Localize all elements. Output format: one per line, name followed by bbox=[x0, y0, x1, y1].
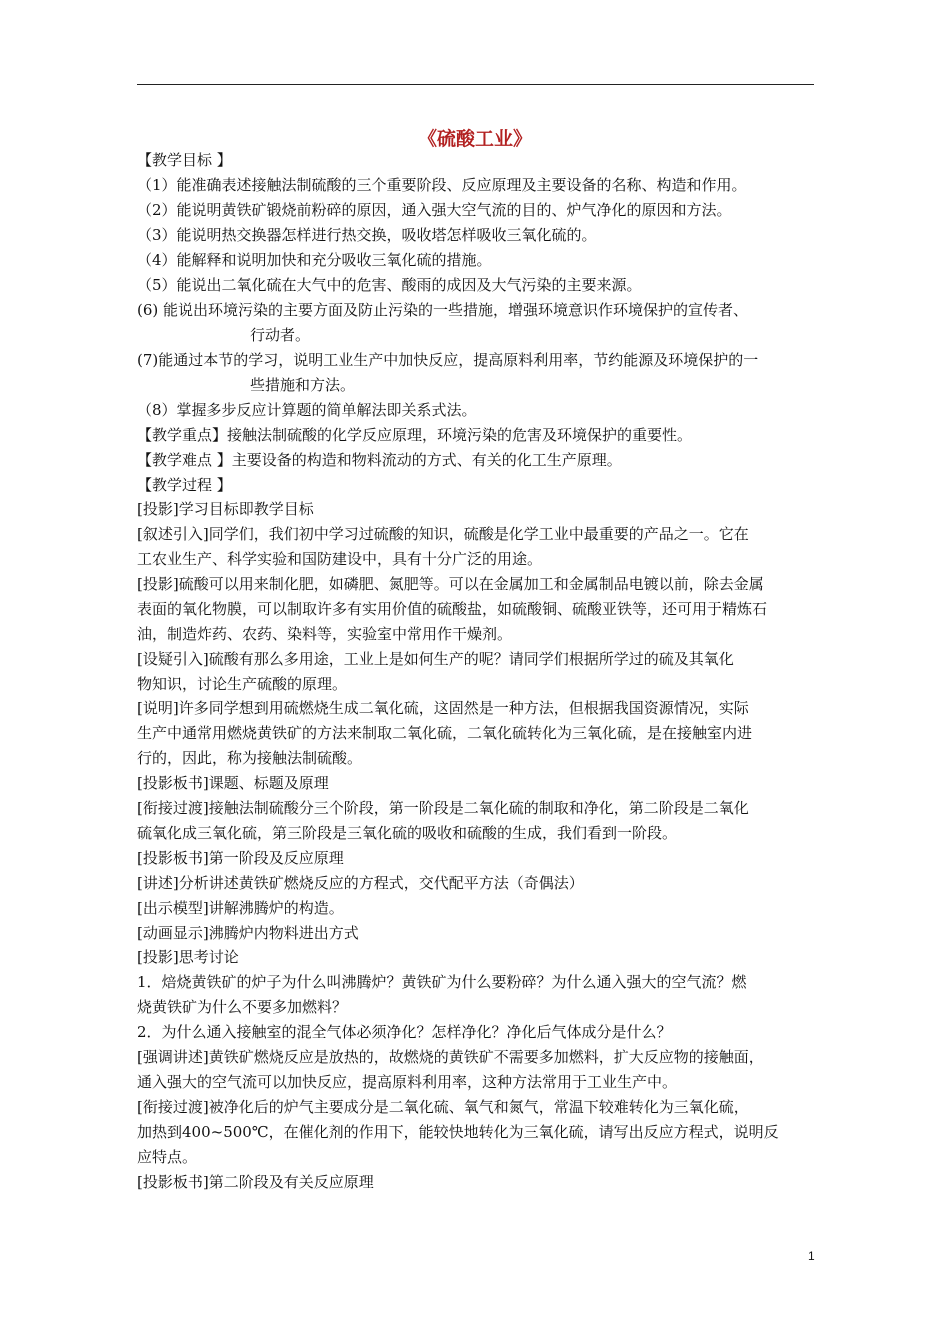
text-line: [出示模型]讲解沸腾炉的构造。 bbox=[137, 899, 344, 917]
text-line: 烧黄铁矿为什么不要多加燃料？ bbox=[137, 998, 348, 1016]
text-line: 油，制造炸药、农药、染料等，实验室中常用作干燥剂。 bbox=[137, 625, 513, 643]
text-line: [衔接过渡]被净化后的炉气主要成分是二氧化硫、氧气和氮气，常温下较难转化为三氧化硫， bbox=[137, 1098, 749, 1116]
text-line: 【教学目标 】 bbox=[137, 151, 232, 169]
text-line: （4）能解释和说明加快和充分吸收三氧化硫的措施。 bbox=[137, 251, 492, 269]
document-title: 《硫酸工业》 bbox=[417, 128, 532, 150]
text-line: [强调讲述]黄铁矿燃烧反应是放热的，故燃烧的黄铁矿不需要多加燃料，扩大反应物的接触面， bbox=[137, 1048, 764, 1066]
header-rule bbox=[137, 84, 814, 85]
text-line: （1）能准确表述接触法制硫酸的三个重要阶段、反应原理及主要设备的名称、构造和作用。 bbox=[137, 176, 747, 194]
text-line: 【教学重点】接触法制硫酸的化学反应原理，环境污染的危害及环境保护的重要性。 bbox=[137, 426, 693, 444]
text-line: [投影板书]第二阶段及有关反应原理 bbox=[137, 1173, 374, 1191]
text-line: 生产中通常用燃烧黄铁矿的方法来制取二氧化硫，二氧化硫转化为三氧化硫，是在接触室内进 bbox=[137, 724, 753, 742]
text-line: 【教学过程 】 bbox=[137, 476, 232, 494]
text-line: 表面的氧化物膜，可以制取许多有实用价值的硫酸盐，如硫酸铜、硫酸亚铁等，还可用于精炼石 bbox=[137, 600, 768, 618]
text-line: （2）能说明黄铁矿锻烧前粉碎的原因，通入强大空气流的目的、炉气净化的原因和方法。 bbox=[137, 201, 732, 219]
text-line: 行动者。 bbox=[250, 326, 311, 344]
text-line: 1．焙烧黄铁矿的炉子为什么叫沸腾炉？黄铁矿为什么要粉碎？为什么通入强大的空气流？燃 bbox=[137, 973, 747, 991]
text-line: [投影板书]第一阶段及反应原理 bbox=[137, 849, 344, 867]
text-line: 工农业生产、科学实验和国防建设中，具有十分广泛的用途。 bbox=[137, 550, 543, 568]
text-line: [叙述引入]同学们，我们初中学习过硫酸的知识，硫酸是化学工业中最重要的产品之一。它在 bbox=[137, 525, 749, 543]
text-line: （5）能说出二氧化硫在大气中的危害、酸雨的成因及大气污染的主要来源。 bbox=[137, 276, 642, 294]
text-line: 应特点。 bbox=[137, 1148, 198, 1166]
text-line: 通入强大的空气流可以加快反应，提高原料利用率，这种方法常用于工业生产中。 bbox=[137, 1073, 678, 1091]
text-line: [投影]硫酸可以用来制化肥，如磷肥、氮肥等。可以在金属加工和金属制品电镀以前，除去金属 bbox=[137, 575, 764, 593]
text-line: (7)能通过本节的学习，说明工业生产中加快反应，提高原料利用率，节约能源及环境保护的一 bbox=[137, 351, 759, 369]
text-line: 加热到400~500℃，在催化剂的作用下，能较快地转化为三氧化硫，请写出反应方程式，说明反 bbox=[137, 1123, 779, 1141]
text-line: （3）能说明热交换器怎样进行热交换，吸收塔怎样吸收三氧化硫的。 bbox=[137, 226, 597, 244]
text-line: 行的，因此，称为接触法制硫酸。 bbox=[137, 749, 363, 767]
text-line: 【教学难点 】主要设备的构造和物料流动的方式、有关的化工生产原理。 bbox=[137, 451, 622, 469]
text-line: [说明]许多同学想到用硫燃烧生成二氧化硫，这固然是一种方法，但根据我国资源情况，实际 bbox=[137, 699, 749, 717]
text-line: 硫氧化成三氧化硫，第三阶段是三氧化硫的吸收和硫酸的生成，我们看到一阶段。 bbox=[137, 824, 678, 842]
text-line: [动画显示]沸腾炉内物料进出方式 bbox=[137, 924, 359, 942]
text-line: 些措施和方法。 bbox=[250, 376, 356, 394]
text-line: 物知识，讨论生产硫酸的原理。 bbox=[137, 675, 348, 693]
text-line: [讲述]分析讲述黄铁矿燃烧反应的方程式，交代配平方法（奇偶法） bbox=[137, 874, 584, 892]
page-number: 1 bbox=[808, 1249, 815, 1263]
text-line: (6) 能说出环境污染的主要方面及防止污染的一些措施，增强环境意识作环境保护的宣传者、 bbox=[137, 301, 749, 319]
text-line: [设疑引入]硫酸有那么多用途，工业上是如何生产的呢？请同学们根据所学过的硫及其氧化 bbox=[137, 650, 734, 668]
text-line: [投影]学习目标即教学目标 bbox=[137, 500, 314, 518]
text-line: [投影]思考讨论 bbox=[137, 948, 239, 966]
text-line: （8）掌握多步反应计算题的简单解法即关系式法。 bbox=[137, 401, 477, 419]
text-line: 2．为什么通入接触室的混全气体必须净化？怎样净化？净化后气体成分是什么？ bbox=[137, 1023, 672, 1041]
text-line: [投影板书]课题、标题及原理 bbox=[137, 774, 329, 792]
text-line: [衔接过渡]接触法制硫酸分三个阶段，第一阶段是二氧化硫的制取和净化，第二阶段是二氧化 bbox=[137, 799, 749, 817]
